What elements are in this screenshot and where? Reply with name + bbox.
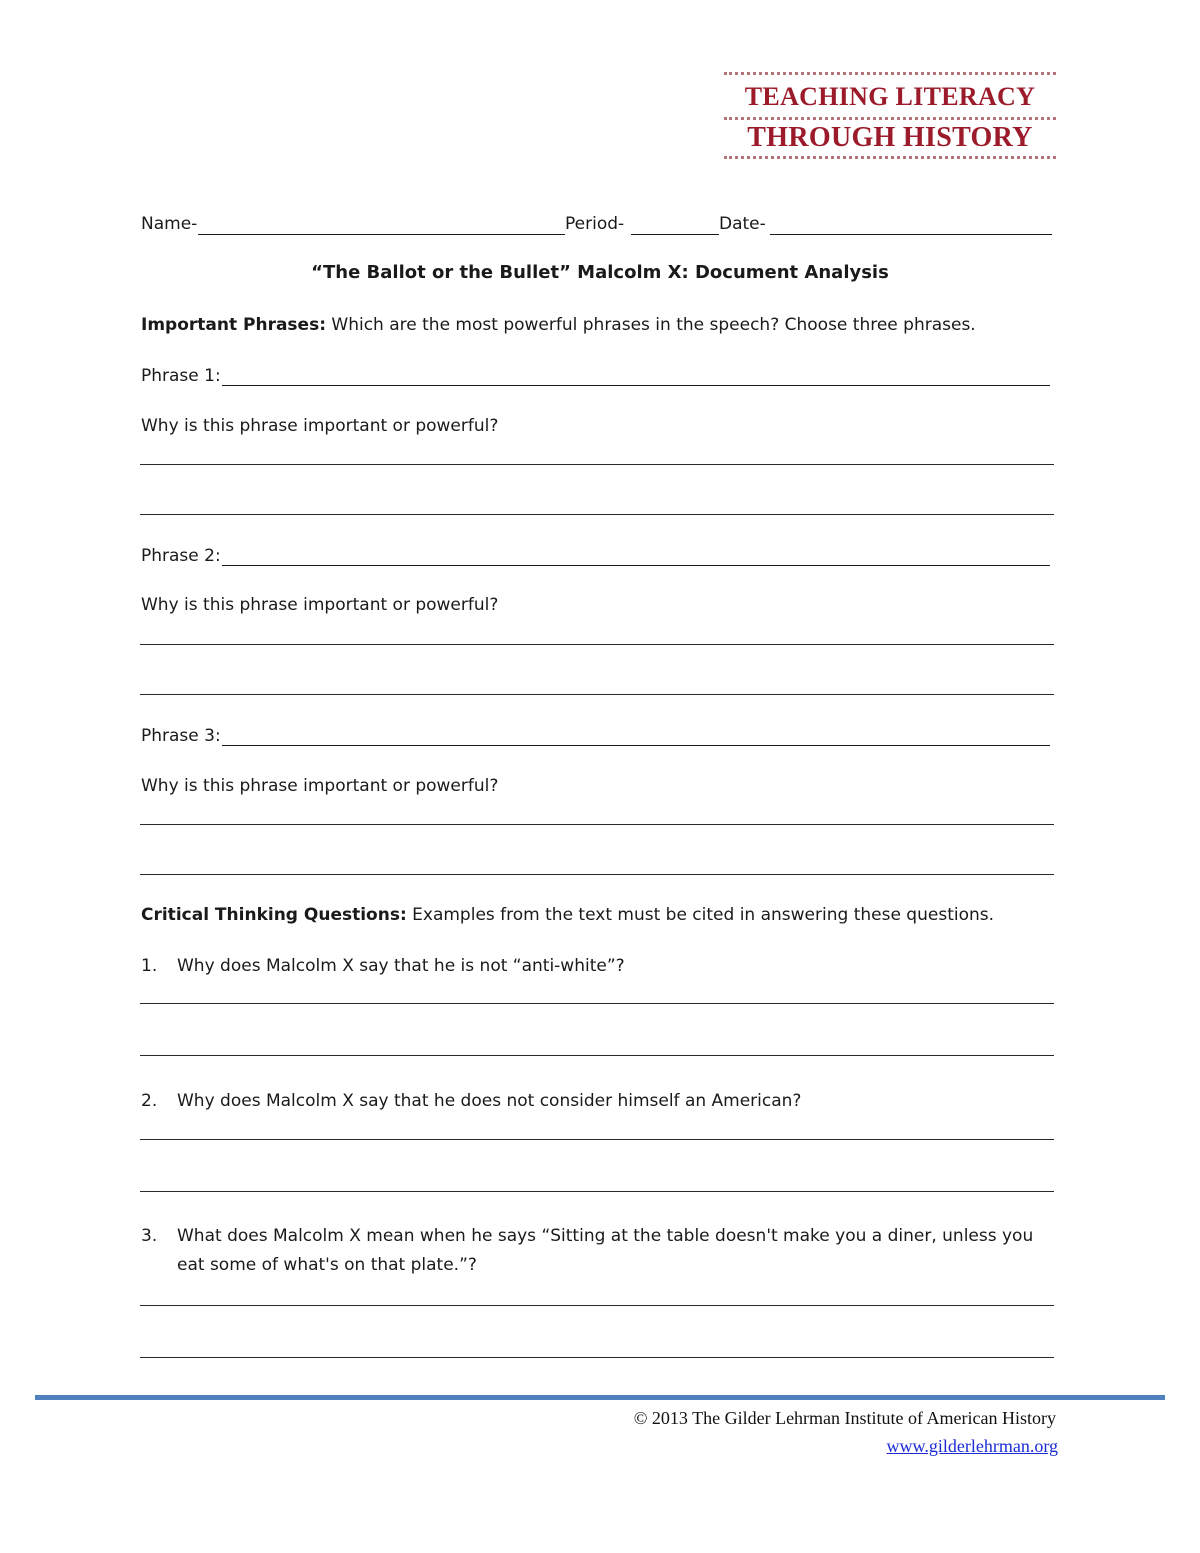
name-label: Name- bbox=[141, 214, 198, 234]
question-2-number: 2. bbox=[141, 1091, 158, 1111]
period-label: Period- bbox=[565, 214, 625, 234]
phrase-3-answer-line[interactable] bbox=[140, 874, 1054, 875]
phrase-1-question: Why is this phrase important or powerful? bbox=[141, 416, 499, 436]
page-title: “The Ballot or the Bullet” Malcolm X: Document Analysis bbox=[311, 262, 889, 283]
phrase-2-answer-line[interactable] bbox=[140, 694, 1054, 695]
question-1-text: Why does Malcolm X say that he is not “anti-white”? bbox=[177, 956, 625, 976]
phrase-1-label: Phrase 1: bbox=[141, 366, 221, 386]
logo-dotted-rule-bottom bbox=[724, 156, 1056, 159]
date-label: Date- bbox=[719, 214, 766, 234]
question-3-answer-line[interactable] bbox=[140, 1305, 1054, 1306]
phrase-2-answer-line[interactable] bbox=[140, 644, 1054, 645]
question-3-text-line-2: eat some of what's on that plate.”? bbox=[177, 1255, 477, 1275]
name-field[interactable] bbox=[198, 234, 565, 235]
phrase-3-label: Phrase 3: bbox=[141, 726, 221, 746]
phrase-1-answer-line[interactable] bbox=[140, 514, 1054, 515]
important-phrases-label: Important Phrases: bbox=[141, 315, 326, 335]
logo-line-1: TEACHING LITERACY bbox=[744, 82, 1036, 111]
logo-line-2: THROUGH HISTORY bbox=[747, 122, 1033, 153]
phrase-1-answer-line[interactable] bbox=[140, 464, 1054, 465]
critical-thinking-instructions bbox=[141, 904, 994, 926]
phrase-3-answer-line[interactable] bbox=[140, 824, 1054, 825]
important-phrases-instruction: Which are the most powerful phrases in the speech? Choose three phrases. bbox=[326, 315, 976, 335]
date-field[interactable] bbox=[770, 234, 1052, 235]
question-2-text: Why does Malcolm X say that he does not consider himself an American? bbox=[177, 1091, 802, 1111]
teaching-literacy-logo bbox=[724, 70, 1056, 162]
gilder-lehrman-link[interactable]: www.gilderlehrman.org bbox=[886, 1436, 1058, 1456]
phrase-3-question: Why is this phrase important or powerful? bbox=[141, 776, 499, 796]
phrase-3-field[interactable] bbox=[222, 745, 1050, 746]
question-2-answer-line[interactable] bbox=[140, 1191, 1054, 1192]
question-3-number: 3. bbox=[141, 1226, 158, 1246]
phrase-2-question: Why is this phrase important or powerful? bbox=[141, 595, 499, 615]
footer-divider bbox=[35, 1395, 1165, 1400]
phrase-1-field[interactable] bbox=[222, 385, 1050, 386]
question-3-answer-line[interactable] bbox=[140, 1357, 1054, 1358]
copyright-text: © 2013 The Gilder Lehrman Institute of American History bbox=[633, 1408, 1056, 1428]
phrase-2-field[interactable] bbox=[222, 565, 1050, 566]
question-3-text-line-1: What does Malcolm X mean when he says “Sitting at the table doesn't make you a diner, unless you bbox=[177, 1226, 1034, 1246]
critical-thinking-instruction: Examples from the text must be cited in answering these questions. bbox=[406, 905, 995, 925]
question-1-answer-line[interactable] bbox=[140, 1003, 1054, 1004]
question-1-answer-line[interactable] bbox=[140, 1055, 1054, 1056]
logo-dotted-rule-top bbox=[724, 72, 1056, 75]
critical-thinking-label: Critical Thinking Questions: bbox=[141, 905, 407, 925]
phrase-2-label: Phrase 2: bbox=[141, 546, 221, 566]
period-field[interactable] bbox=[631, 234, 719, 235]
logo-dotted-rule-middle bbox=[724, 117, 1056, 120]
important-phrases-instructions bbox=[141, 314, 976, 336]
question-2-answer-line[interactable] bbox=[140, 1139, 1054, 1140]
question-1-number: 1. bbox=[141, 956, 158, 976]
